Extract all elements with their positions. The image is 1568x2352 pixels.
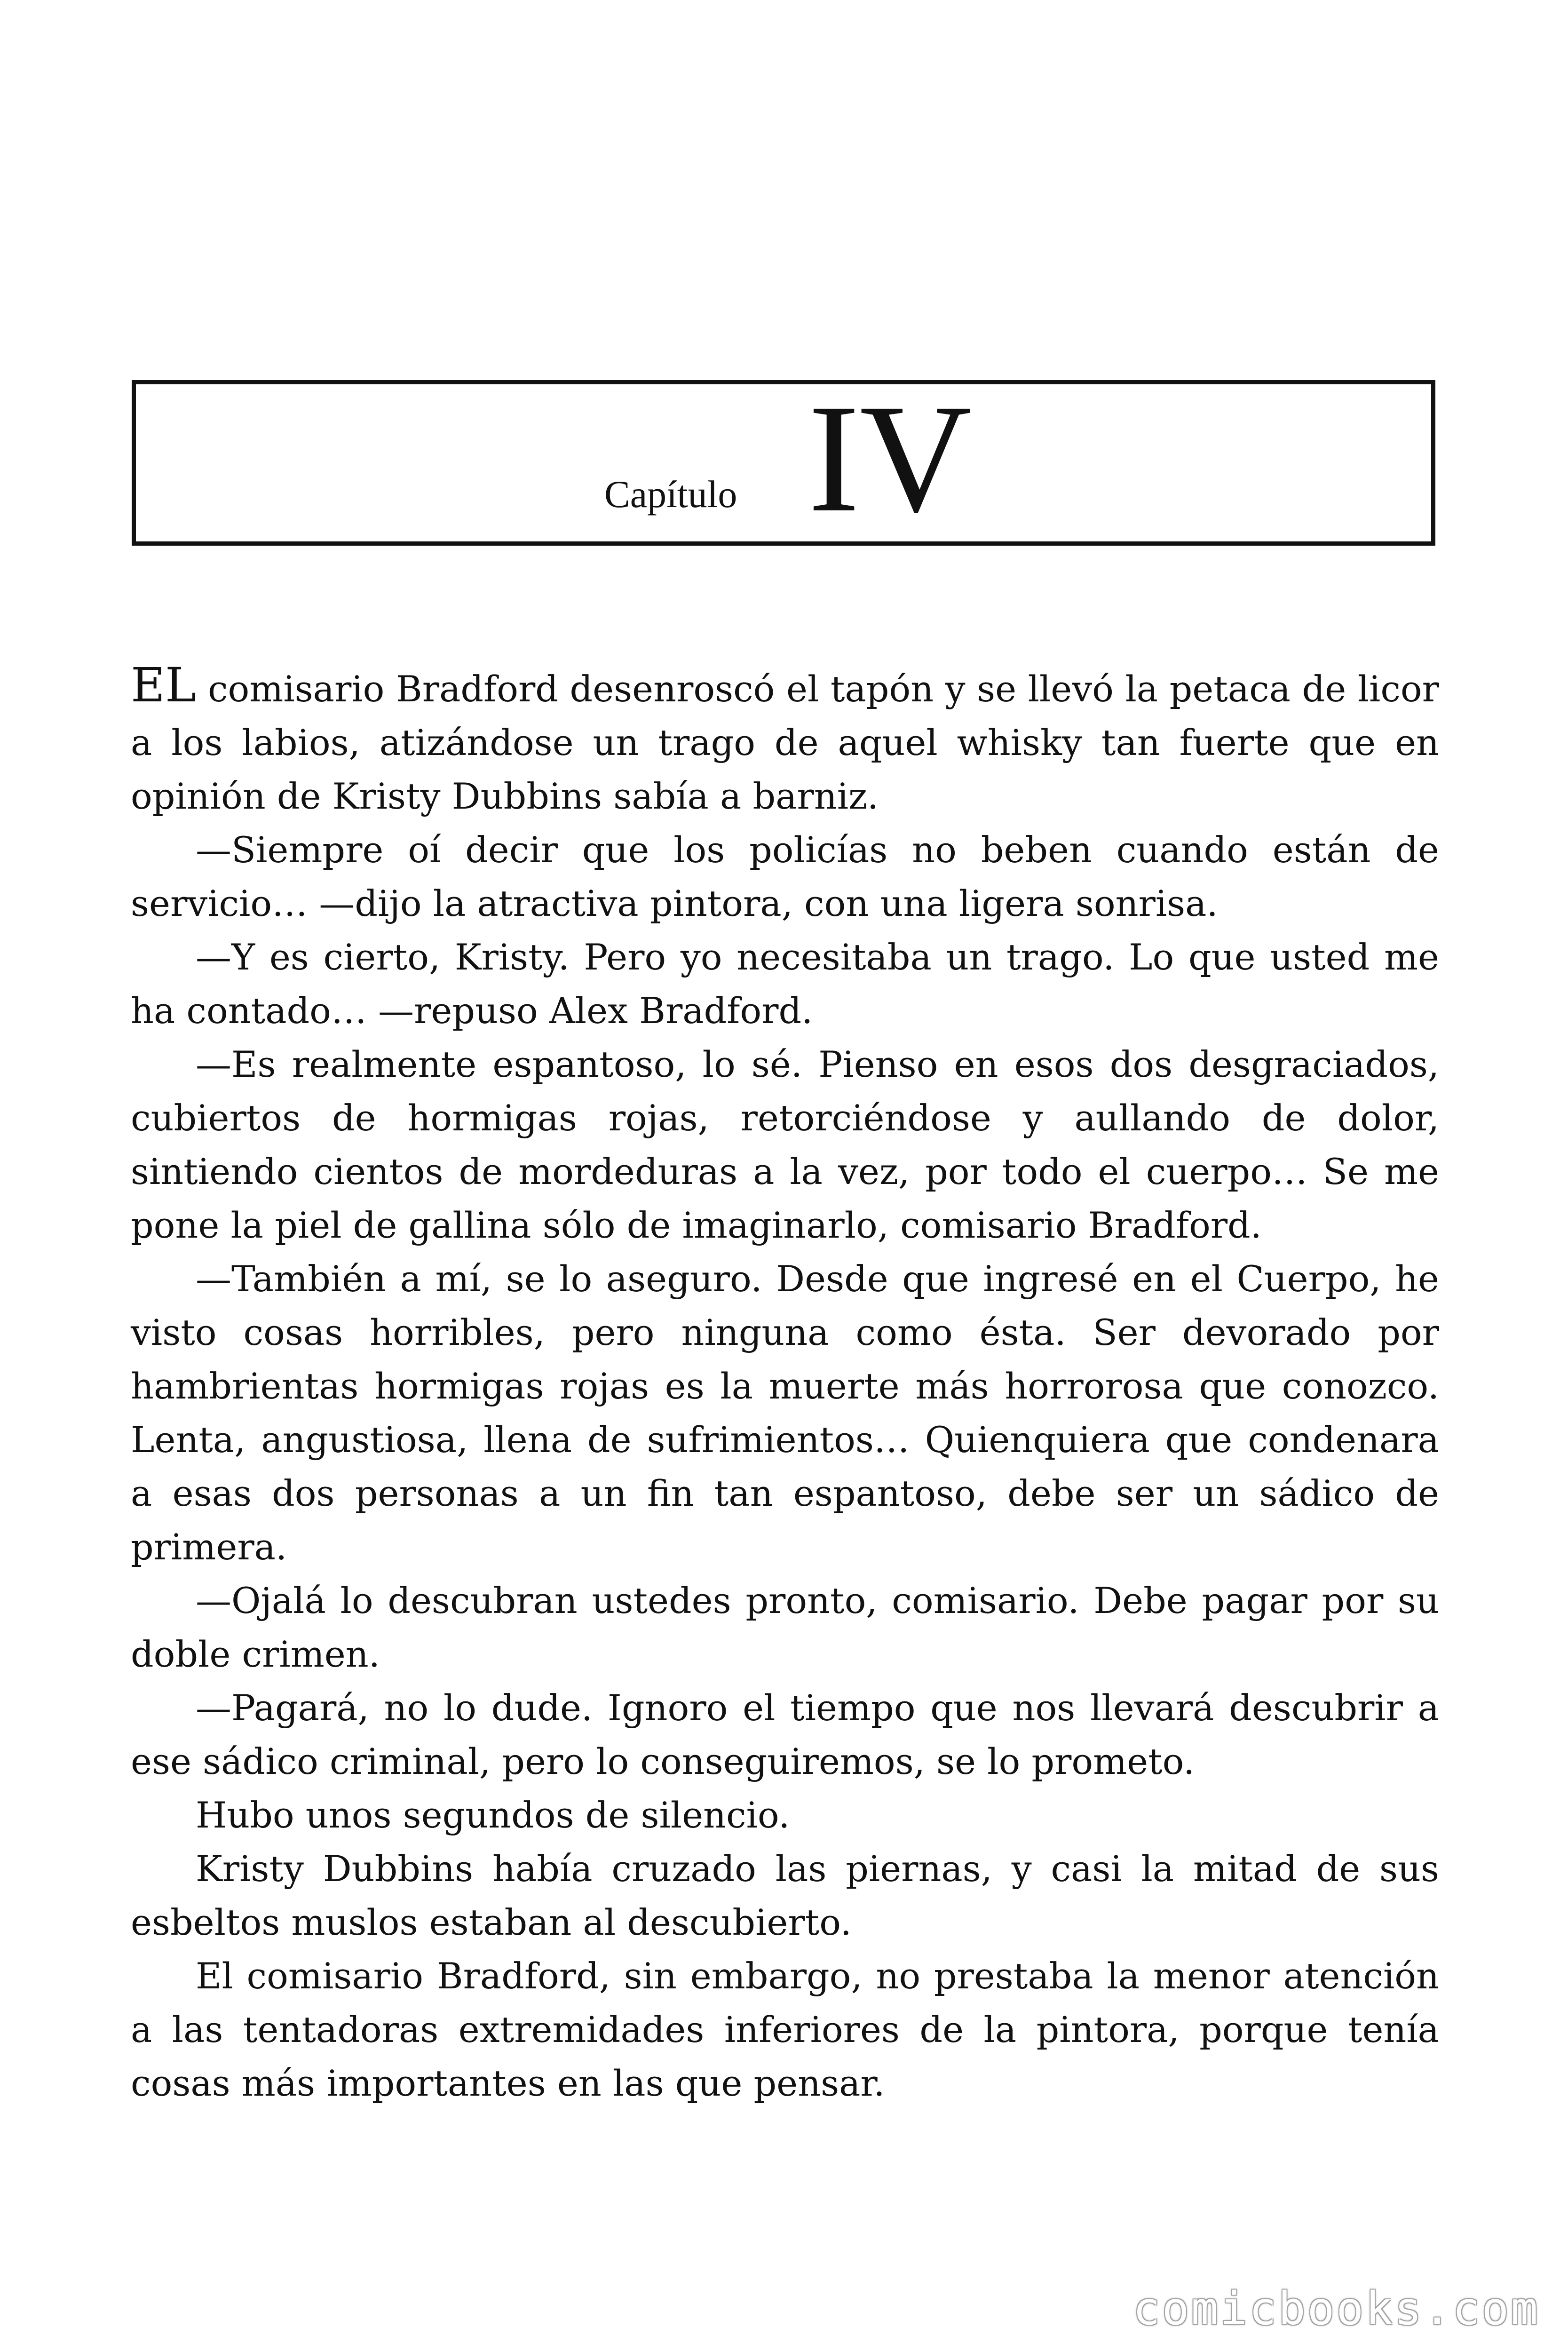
opening-capital: EL: [131, 658, 197, 713]
chapter-label: Capítulo: [604, 473, 737, 516]
chapter-heading-box: [132, 373, 1435, 546]
paragraph: Hubo unos segundos de silencio.: [196, 1794, 790, 1836]
watermark: comicbooks.com: [1132, 2282, 1540, 2335]
paragraph: —Y es cierto, Kristy. Pero yo necesitaba un trago. Lo que usted me ha contado… —repuso Alex Bradford.: [131, 936, 1439, 1032]
paragraph-text: comisario Bradford desenroscó el tapón y se llevó la petaca de licor a los labios, atizándose un trago de aquel whisky tan fuerte que en opinión de Kristy Dubbins sabía a barniz.: [131, 668, 1439, 817]
paragraph: —También a mí, se lo aseguro. Desde que ingresé en el Cuerpo, he visto cosas horribles, pero ninguna como ésta. Ser devorado por hambrientas hormigas rojas es la muerte más horrorosa que conozco. Lenta, angustiosa, llena de sufrimientos… Quienquiera que condenara a esas dos personas a un fin tan espantoso, debe ser un sádico de primera.: [131, 1258, 1439, 1568]
paragraph: [131, 659, 1439, 823]
paragraph: Kristy Dubbins había cruzado las piernas, y casi la mitad de sus esbeltos muslos estaban al descubierto.: [131, 1848, 1439, 1943]
paragraph: —Siempre oí decir que los policías no beben cuando están de servicio… —dijo la atractiva pintora, con una ligera sonrisa.: [131, 829, 1439, 924]
chapter-body-text: [131, 659, 1439, 2110]
paragraph: —Es realmente espantoso, lo sé. Pienso en esos dos desgraciados, cubiertos de hormigas rojas, retorciéndose y aullando de dolor, sintiendo cientos de mordeduras a la vez, por todo el cuerpo… Se me pone la piel de gallina sólo de imaginarlo, comisario Bradford.: [131, 1043, 1439, 1246]
paragraph: —Pagará, no lo dude. Ignoro el tiempo que nos llevará descubrir a ese sádico criminal, pero lo conseguiremos, se lo prometo.: [131, 1687, 1439, 1782]
paragraph: El comisario Bradford, sin embargo, no prestaba la menor atención a las tentadoras extremidades inferiores de la pintora, porque tenía cosas más importantes en las que pensar.: [131, 1955, 1439, 2104]
chapter-numeral: IV: [808, 373, 972, 544]
paragraph: —Ojalá lo descubran ustedes pronto, comisario. Debe pagar por su doble crimen.: [131, 1580, 1439, 1675]
